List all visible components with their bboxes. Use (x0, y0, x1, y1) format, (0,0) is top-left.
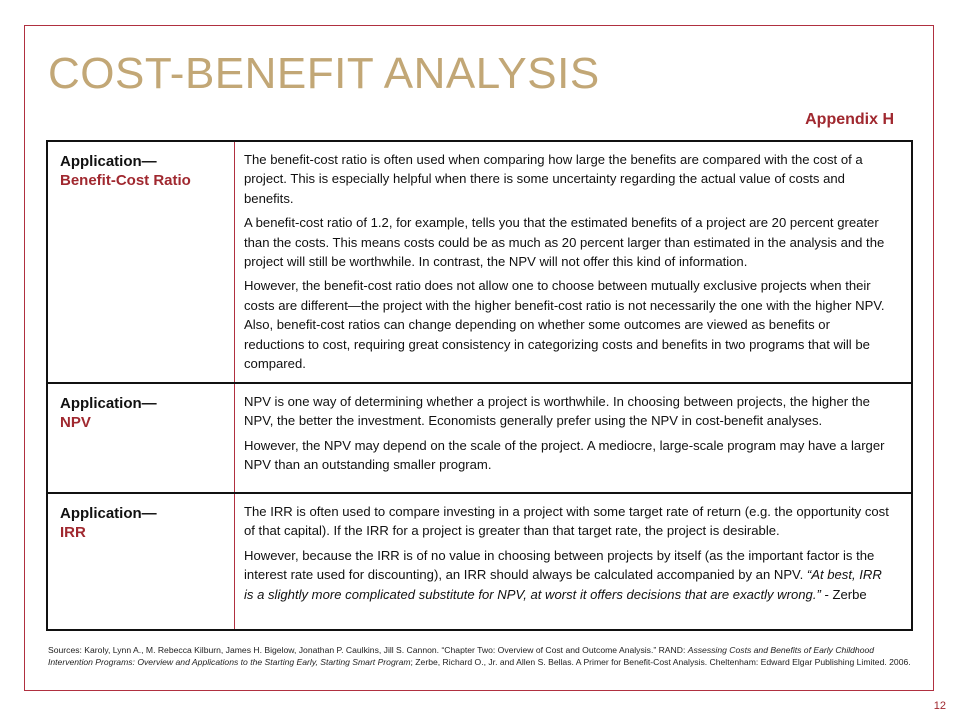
zerbe-quote: “At best, IRR is a slightly more complicated substitute for NPV, at worst it offers decisions that are exactly wrong.” (244, 567, 882, 602)
row-content (235, 142, 911, 382)
paragraph: The IRR is often used to compare investing in a project with some target rate of return (e.g. the opportunity cost of that capital). If the IRR for a project is greater than that target rate, the project is desirable. (244, 504, 889, 539)
row-label-heading: Application— (60, 153, 157, 170)
row-label (48, 494, 235, 629)
row-label-topic: Benefit-Cost Ratio (60, 172, 191, 189)
page-title: COST-BENEFIT ANALYSIS (48, 49, 600, 98)
sources-text: ; Zerbe, Richard O., Jr. and Allen S. Bellas. A Primer for Benefit-Cost Analysis. Cheltenham: Edward Elgar Publishing Limited. 2006. (410, 657, 911, 667)
paragraph-with-quote (244, 546, 893, 604)
appendix-label: Appendix H (805, 111, 894, 128)
sources-note (48, 644, 916, 668)
row-content (235, 494, 911, 629)
page-number: 12 (933, 700, 946, 712)
sources-italic-title: Assessing Costs and Benefits of Early Childhood Intervention Programs: Overview and Applications to the Starting Early, Starting Smart Program (48, 645, 875, 667)
row-label-heading: Application— (60, 395, 157, 412)
paragraph: However, the benefit-cost ratio does not allow one to choose between mutually exclusive projects when their costs are different—the project with the higher benefit-cost ratio is not necessarily the one with the higher NPV. Also, benefit-cost ratios can change depending on whether some outcomes are viewed as benefits or reductions to cost, requiring great consistency in categorizing costs and benefits in two programs that will be compared. (244, 278, 885, 372)
table-row (48, 384, 911, 494)
row-label (48, 384, 235, 492)
sources-text: Sources: Karoly, Lynn A., M. Rebecca Kilburn, James H. Bigelow, Jonathan P. Caulkins, Jill S. Cannon. “Chapter Two: Overview of Cost and Outcome Analysis.” RAND: (48, 645, 688, 655)
row-label-topic: NPV (60, 414, 91, 431)
table-row (48, 494, 911, 629)
paragraph: A benefit-cost ratio of 1.2, for example, tells you that the estimated benefits of a project are 20 percent greater than the costs. This means costs could be as much as 20 percent larger than estimated in the analysis and the project will still be worthwhile. In contrast, the NPV will not offer this kind of information. (244, 215, 885, 270)
paragraph: However, the NPV may depend on the scale of the project. A mediocre, large-scale program may have a larger NPV than an outstanding smaller program. (244, 437, 885, 473)
row-label (48, 142, 235, 382)
row-label-topic: IRR (60, 524, 86, 541)
paragraph: NPV is one way of determining whether a project is worthwhile. In choosing between projects, the higher the NPV, the better the investment. Economists generally prefer using the NPV in cost-benefit analyses. (244, 394, 870, 429)
row-content (235, 384, 911, 492)
table-row (48, 142, 911, 384)
row-label-heading: Application— (60, 505, 157, 522)
paragraph: The benefit-cost ratio is often used when comparing how large the benefits are compared with the cost of a project. This is especially helpful when there is some uncertainty regarding the actual value of costs and benefits. (244, 152, 863, 206)
comparison-table (46, 140, 913, 631)
quote-attribution: - Zerbe (820, 586, 867, 602)
paragraph-text: However, because the IRR is of no value in choosing between projects by itself (as the important factor is the interest rate used for discounting), an IRR should always be calculated accompanied by an NPV. (244, 547, 875, 583)
